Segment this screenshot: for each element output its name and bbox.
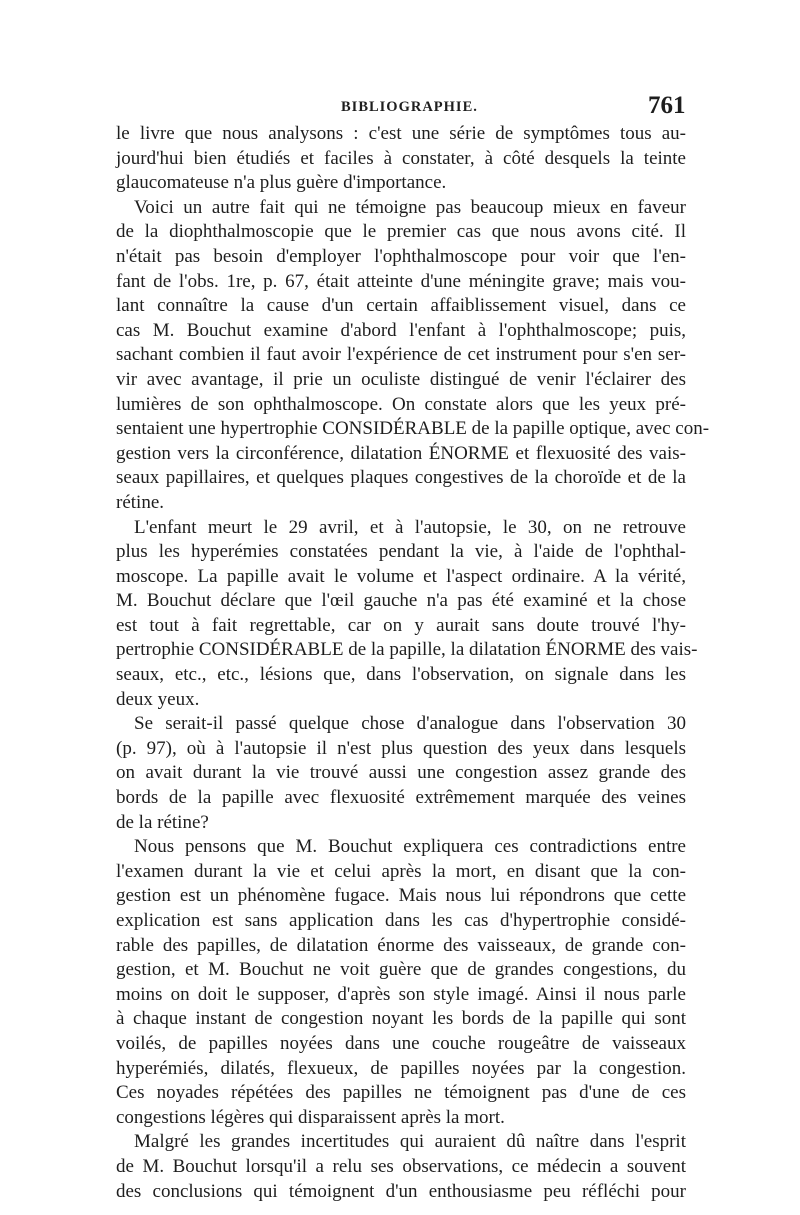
text-line: gestion est un phénomène fugace. Mais nous lui répondrons que cette [116, 885, 686, 907]
text-line: voilés, de papilles noyées dans une couche rougeâtre de vaisseaux [116, 1032, 686, 1054]
text-line: le livre que nous analysons : c'est une série de symptômes tous au- [116, 123, 686, 144]
text-line: Malgré les grandes incertitudes qui auraient dû naître dans l'esprit [134, 1131, 686, 1153]
text-line: moscope. La papille avait le volume et l'aspect ordinaire. A la vérité, [116, 565, 686, 587]
text-line: n'était pas besoin d'employer l'ophthalmoscope pour voir que l'en- [116, 245, 686, 267]
text-line: lumières de son ophthalmoscope. On constate alors que les yeux pré- [116, 393, 686, 415]
text-line: fant de l'obs. 1re, p. 67, était atteinte d'une méningite grave; mais vou- [116, 270, 686, 292]
text-line: vir avec avantage, il prie un oculiste distingué de venir l'éclairer des [116, 368, 686, 390]
text-line: hyperémiés, dilatés, flexueux, de papilles noyées par la congestion. [116, 1057, 686, 1079]
text-line: de la rétine? [116, 811, 209, 833]
text-line: de la diophthalmoscopie que le premier cas que nous avons cité. Il [116, 221, 686, 243]
text-line: rable des papilles, de dilatation énorme des vaisseaux, de grande con- [116, 934, 686, 956]
text-line: Se serait-il passé quelque chose d'analogue dans l'observation 30 [134, 713, 686, 735]
text-line: gestion, et M. Bouchut ne voit guère que de grandes congestions, du [116, 959, 686, 981]
text-line: est tout à fait regrettable, car on y aurait sans doute trouvé l'hy- [116, 614, 686, 636]
page-number: 761 [648, 92, 686, 119]
text-line: seaux papillaires, et quelques plaques congestives de la choroïde et de la [116, 467, 686, 489]
text-line: explication est sans application dans les cas d'hypertrophie considé- [116, 910, 686, 931]
header-title: BIBLIOGRAPHIE. [341, 99, 478, 115]
text-line: congestions légères qui disparaissent après la mort. [116, 1106, 505, 1128]
text-line: cas M. Bouchut examine d'abord l'enfant à l'ophthalmoscope; puis, [116, 319, 686, 341]
text-line: l'examen durant la vie et celui après la mort, en disant que la con- [116, 860, 686, 882]
text-line: Nous pensons que M. Bouchut expliquera ces contradictions entre [134, 836, 686, 858]
text-line: glaucomateuse n'a plus guère d'importance. [116, 172, 447, 194]
text-line: moins on doit le supposer, d'après son style imagé. Ainsi il nous parle [116, 983, 686, 1005]
text-line: gestion vers la circonférence, dilatation ÉNORME et flexuosité des vais- [116, 442, 686, 464]
text-line: lant connaître la cause d'un certain affaiblissement visuel, dans ce [116, 295, 686, 317]
text-line: jourd'hui bien étudiés et faciles à constater, à côté desquels la teinte [116, 147, 686, 169]
body-text [116, 122, 710, 1204]
text-line: on avait durant la vie trouvé aussi une congestion assez grande des [116, 762, 686, 784]
text-line: seaux, etc., etc., lésions que, dans l'observation, on signale dans les [116, 664, 686, 686]
text-line: L'enfant meurt le 29 avril, et à l'autopsie, le 30, on ne retrouve [134, 516, 686, 538]
text-line: sachant combien il faut avoir l'expérience de cet instrument pour s'en ser- [116, 344, 686, 366]
text-line: rétine. [116, 491, 165, 513]
text-line: à chaque instant de congestion noyant les bords de la papille qui sont [116, 1008, 686, 1030]
text-line: pertrophie CONSIDÉRABLE de la papille, la dilatation ÉNORME des vais- [116, 639, 698, 661]
text-line: bords de la papille avec flexuosité extrêmement marquée des veines [116, 787, 686, 809]
text-line: sentaient une hypertrophie CONSIDÉRABLE de la papille optique, avec con- [116, 418, 710, 440]
text-line: deux yeux. [116, 688, 200, 710]
text-line: des conclusions qui témoignent d'un enthousiasme peu réfléchi pour [116, 1180, 686, 1202]
text-line: M. Bouchut déclare que l'œil gauche n'a pas été examiné et la chose [116, 590, 686, 612]
text-line: Voici un autre fait qui ne témoigne pas beaucoup mieux en faveur [134, 196, 686, 218]
text-line: Ces noyades répétées des papilles ne témoignent pas d'une de ces [116, 1082, 686, 1104]
text-line: plus les hyperémies constatées pendant la vie, à l'aide de l'ophthal- [116, 541, 686, 563]
text-line: (p. 97), où à l'autopsie il n'est plus question des yeux dans lesquels [116, 737, 686, 759]
text-line: de M. Bouchut lorsqu'il a relu ses observations, ce médecin a souvent [116, 1155, 686, 1177]
